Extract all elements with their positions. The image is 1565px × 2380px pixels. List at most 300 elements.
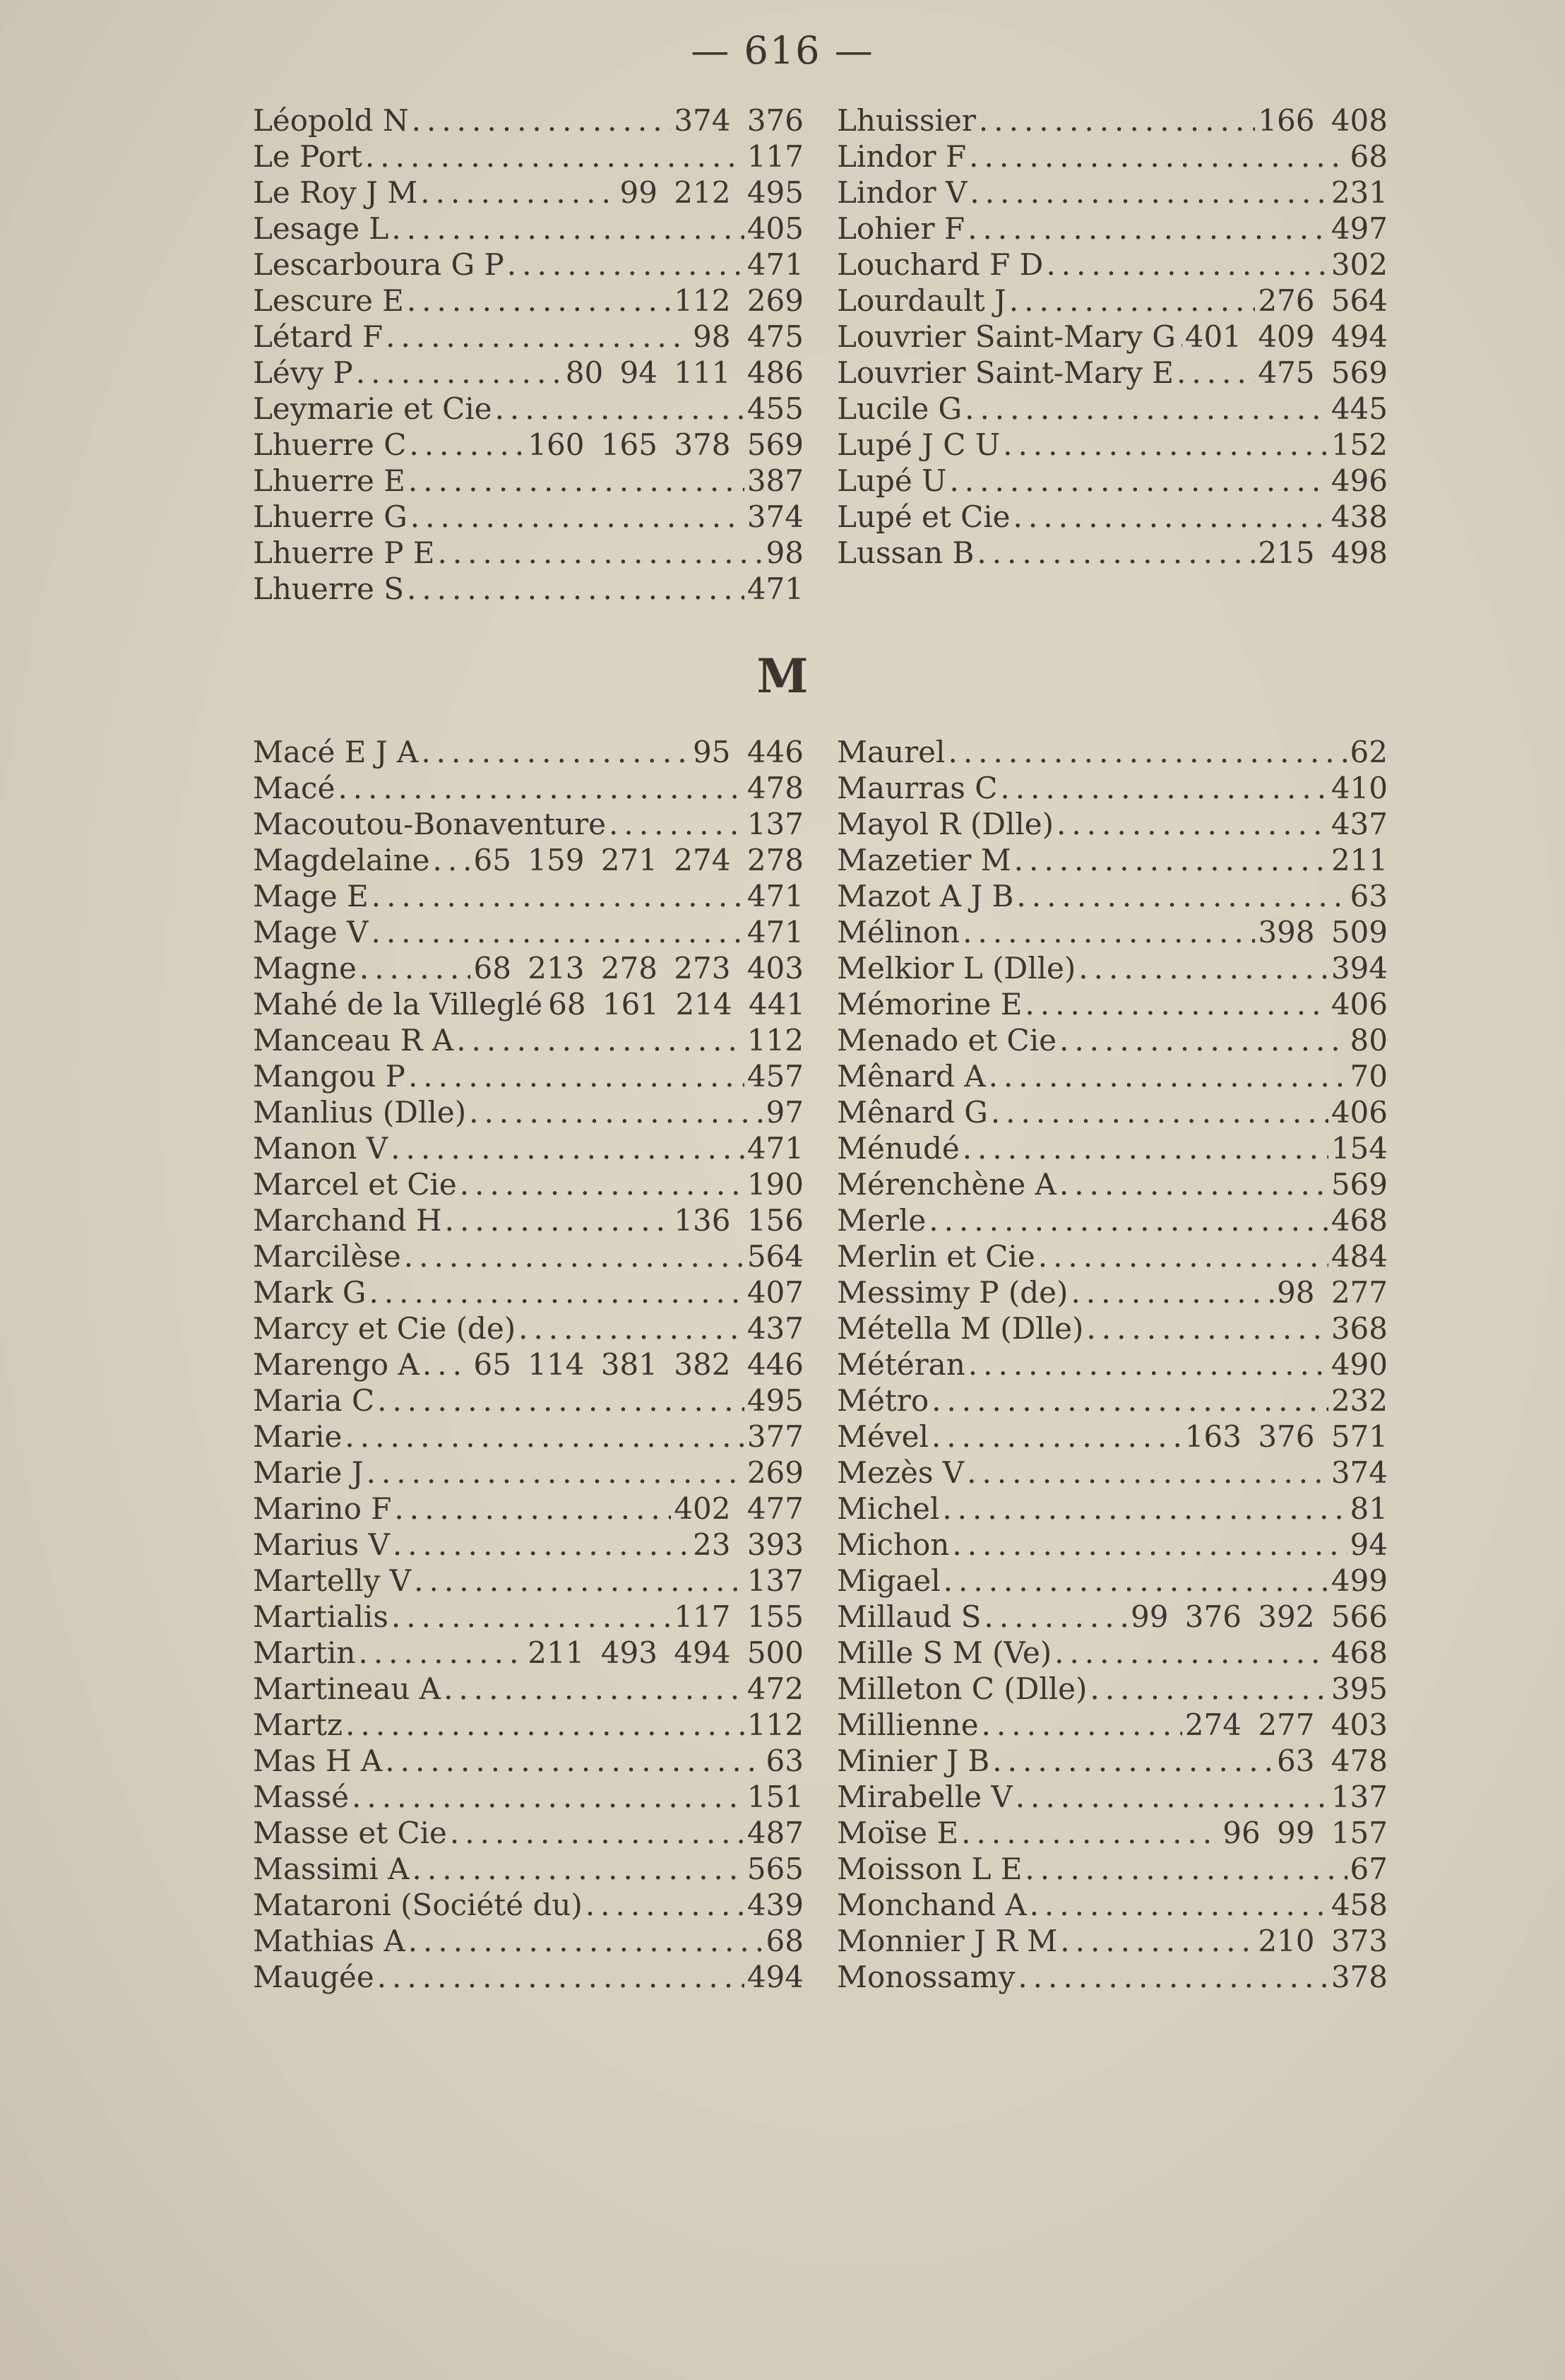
index-entry [837, 283, 1388, 319]
entry-pages: 569 [1331, 1167, 1388, 1202]
entry-pages: 68 161 214 441 [548, 987, 806, 1022]
entry-name: Merle [837, 1203, 927, 1238]
dot-leader [352, 1779, 744, 1815]
index-entry [253, 842, 804, 878]
index-entry [837, 1959, 1388, 1995]
index-entry [253, 1202, 804, 1238]
index-entry [837, 174, 1388, 211]
dot-leader [408, 463, 744, 499]
dot-leader [359, 950, 471, 986]
index-entry [837, 1851, 1388, 1887]
entry-name: Louchard F D [837, 247, 1044, 282]
entry-pages: 112 269 [674, 283, 804, 318]
entry-pages: 439 [746, 1888, 804, 1922]
entry-pages: 496 [1331, 463, 1388, 498]
entry-pages: 163 376 571 [1184, 1419, 1388, 1454]
entry-name: Lhuerre C [253, 427, 407, 462]
dot-leader [1179, 319, 1182, 355]
entry-pages: 190 [746, 1167, 804, 1202]
dot-leader [377, 1383, 744, 1419]
dot-leader [1060, 1923, 1255, 1959]
entry-pages: 231 [1331, 175, 1388, 210]
entry-pages: 166 408 [1258, 103, 1388, 138]
index-entry [837, 950, 1388, 986]
index-entry [837, 1130, 1388, 1166]
dot-leader [1014, 842, 1328, 878]
dot-leader [949, 463, 1328, 499]
index-entry [837, 1419, 1388, 1455]
entry-name: Mélinon [837, 915, 960, 949]
dot-leader [979, 102, 1255, 138]
entry-name: Marchand H [253, 1203, 442, 1238]
index-entry [837, 1310, 1388, 1346]
entry-pages: 468 [1331, 1635, 1388, 1670]
entry-name: Moïse E [837, 1816, 959, 1850]
entry-name: Magdelaine [253, 843, 430, 877]
entry-pages: 394 [1331, 951, 1388, 985]
index-entry [253, 138, 804, 174]
entry-name: Martin [253, 1635, 356, 1670]
dot-leader [391, 211, 744, 247]
dot-leader [358, 1635, 525, 1671]
entry-pages: 23 393 [693, 1527, 804, 1562]
entry-pages: 95 446 [693, 735, 804, 769]
entry-name: Mage E [253, 879, 369, 913]
dot-leader [952, 1527, 1347, 1563]
index-entry [837, 319, 1388, 355]
dot-leader [391, 1130, 744, 1166]
dot-leader [393, 1527, 690, 1563]
index-entry [837, 1563, 1388, 1599]
index-entry [253, 1599, 804, 1635]
index-entry [253, 806, 804, 842]
entry-pages: 65 159 271 274 278 [473, 843, 804, 877]
section-letter: M [756, 649, 809, 704]
entry-name: Lhuerre S [253, 572, 404, 606]
dot-leader [404, 1238, 744, 1274]
dot-leader [345, 1707, 744, 1743]
entry-pages: 494 [746, 1960, 804, 1994]
entry-pages: 378 [1331, 1960, 1388, 1994]
index-entry [837, 770, 1388, 806]
entry-pages: 471 [746, 879, 804, 913]
dot-leader [944, 1563, 1328, 1599]
index-entry [837, 1202, 1388, 1238]
dot-leader [377, 1959, 744, 1995]
entry-pages: 564 [746, 1239, 804, 1274]
index-entry [253, 1707, 804, 1743]
entry-pages: 80 [1350, 1023, 1388, 1058]
index-entry [837, 1058, 1388, 1094]
index-entry [253, 211, 804, 247]
dot-leader [977, 535, 1255, 571]
dot-leader [1003, 427, 1328, 463]
dot-leader [371, 878, 744, 914]
entry-pages: 374 [1331, 1455, 1388, 1490]
index-entry [253, 535, 804, 571]
index-entry [253, 1094, 804, 1130]
index-entry [253, 102, 804, 138]
index-entry [837, 1707, 1388, 1743]
entry-name: Massé [253, 1780, 350, 1814]
dot-leader [445, 1202, 672, 1238]
entry-pages: 68 213 278 273 403 [473, 951, 804, 985]
entry-name: Macoutou-Bonaventure [253, 807, 607, 841]
index-entry [253, 878, 804, 914]
entry-pages: 490 [1331, 1347, 1388, 1382]
dot-leader [518, 1310, 744, 1346]
index-entry [837, 1022, 1388, 1058]
entry-pages: 211 493 494 500 [528, 1635, 804, 1670]
index-entry [253, 1238, 804, 1274]
entry-name: Mahé de la Villeglé [253, 987, 543, 1022]
entry-name: Mémorine E [837, 987, 1023, 1022]
entry-pages: 98 475 [693, 319, 804, 354]
entry-name: Lhuerre P E [253, 535, 435, 570]
dot-leader [970, 174, 1328, 211]
index-entry [837, 1346, 1388, 1383]
entry-pages: 437 [746, 1311, 804, 1346]
entry-pages: 154 [1331, 1131, 1388, 1166]
entry-pages: 458 [1331, 1888, 1388, 1922]
entry-name: Météran [837, 1347, 965, 1382]
entry-pages: 484 [1331, 1239, 1388, 1274]
dot-leader [469, 1094, 763, 1130]
index-entry [837, 1527, 1388, 1563]
entry-pages: 472 [746, 1671, 804, 1706]
entry-name: Lescarboura G P [253, 247, 504, 282]
entry-pages: 151 [746, 1780, 804, 1814]
entry-name: Marcy et Cie (de) [253, 1311, 516, 1346]
entry-name: Lesage L [253, 211, 389, 246]
entry-name: Migael [837, 1563, 941, 1598]
entry-pages: 137 [746, 807, 804, 841]
dot-leader [942, 1491, 1347, 1527]
dot-leader [409, 427, 525, 463]
dot-leader [969, 138, 1347, 174]
dot-leader [369, 1274, 744, 1310]
entry-pages: 98 [766, 535, 804, 570]
entry-name: Lhuerre E [253, 463, 405, 498]
entry-name: Marcel et Cie [253, 1167, 457, 1202]
entry-name: Michel [837, 1491, 940, 1526]
index-entry [253, 1346, 804, 1383]
entry-name: Mage V [253, 915, 369, 949]
entry-pages: 211 [1331, 843, 1388, 877]
dot-leader [432, 842, 470, 878]
entry-pages: 65 114 381 382 446 [473, 1347, 804, 1382]
entry-name: Ménudé [837, 1131, 960, 1166]
entry-name: Martineau A [253, 1671, 441, 1706]
entry-pages: 565 [746, 1852, 804, 1886]
dot-leader [407, 571, 744, 607]
entry-name: Menado et Cie [837, 1023, 1057, 1058]
index-entry [837, 138, 1388, 174]
dot-leader [1009, 283, 1256, 319]
entry-pages: 438 [1331, 499, 1388, 534]
entry-pages: 406 [1331, 1095, 1388, 1130]
entry-name: Mênard A [837, 1059, 986, 1094]
dot-leader [444, 1671, 744, 1707]
dot-leader [507, 247, 744, 283]
index-entry [253, 1887, 804, 1923]
dot-leader [1059, 1166, 1328, 1202]
entry-name: Lucile G [837, 391, 963, 426]
entry-name: Mille S M (Ve) [837, 1635, 1052, 1670]
entry-name: Métella M (Dlle) [837, 1311, 1084, 1346]
entry-name: Lupé U [837, 463, 947, 498]
index-entry [837, 842, 1388, 878]
index-entry [837, 1599, 1388, 1635]
dot-leader [963, 1130, 1328, 1166]
index-entry [253, 247, 804, 283]
entry-pages: 63 478 [1277, 1743, 1388, 1778]
entry-name: Manon V [253, 1131, 388, 1166]
index-entry [837, 914, 1388, 950]
entry-pages: 137 [746, 1563, 804, 1598]
entry-pages: 68 [1350, 139, 1388, 174]
index-entry [837, 1815, 1388, 1851]
entry-pages: 117 155 [674, 1599, 804, 1634]
entry-name: Magne [253, 951, 357, 985]
index-entry [837, 499, 1388, 535]
entry-pages: 80 94 111 486 [565, 355, 804, 390]
index-entry [253, 1635, 804, 1671]
dot-leader [963, 914, 1255, 950]
index-entry [253, 770, 804, 806]
index-entry [837, 1383, 1388, 1419]
index-entry [837, 463, 1388, 499]
entry-name: Manlius (Dlle) [253, 1095, 467, 1130]
entry-name: Milleton C (Dlle) [837, 1671, 1088, 1706]
index-column-m-left [253, 734, 804, 1995]
entry-pages: 368 [1331, 1311, 1388, 1346]
entry-pages: 117 [746, 139, 804, 174]
entry-name: Mayol R (Dlle) [837, 807, 1054, 841]
dot-leader [365, 138, 744, 174]
entry-name: Maugée [253, 1960, 374, 1994]
dot-leader [422, 1346, 471, 1383]
index-entry [837, 1743, 1388, 1779]
dot-leader [1038, 1238, 1328, 1274]
index-entry [253, 1130, 804, 1166]
dot-leader [989, 1058, 1347, 1094]
entry-name: Maurel [837, 735, 946, 769]
dot-leader [991, 1094, 1328, 1130]
index-entry [837, 1238, 1388, 1274]
dot-leader [367, 1455, 744, 1491]
dot-leader [1177, 355, 1255, 391]
index-entry [837, 1274, 1388, 1310]
dot-leader [929, 1202, 1328, 1238]
index-entry [253, 571, 804, 607]
dot-leader [932, 1419, 1182, 1455]
index-entry [253, 950, 804, 986]
dot-leader [338, 770, 744, 806]
dot-leader [1054, 1635, 1328, 1671]
dot-leader [1016, 1779, 1328, 1815]
index-entry [253, 427, 804, 463]
entry-pages: 410 [1331, 771, 1388, 805]
entry-name: Mataroni (Société du) [253, 1888, 583, 1922]
dot-leader [1046, 247, 1328, 283]
dot-leader [420, 174, 617, 211]
entry-name: Marie [253, 1419, 343, 1454]
entry-name: Lhuissier [837, 103, 976, 138]
index-entry [253, 463, 804, 499]
entry-pages: 377 [746, 1419, 804, 1454]
entry-name: Louvrier Saint-Mary E [837, 355, 1174, 390]
dot-leader [356, 355, 563, 391]
entry-name: Lévy P [253, 355, 353, 390]
index-entry [837, 1491, 1388, 1527]
entry-pages: 160 165 378 569 [528, 427, 804, 462]
dot-leader [407, 283, 671, 319]
dot-leader [992, 1743, 1274, 1779]
index-entry [837, 1887, 1388, 1923]
entry-name: Mas H A [253, 1743, 383, 1778]
entry-pages: 407 [746, 1275, 804, 1310]
index-entry [837, 1455, 1388, 1491]
index-entry [253, 1491, 804, 1527]
dot-leader [984, 1599, 1128, 1635]
dot-leader [414, 1563, 744, 1599]
entry-pages: 63 [766, 1743, 804, 1778]
index-entry [253, 1815, 804, 1851]
dot-leader [1013, 499, 1328, 535]
entry-pages: 62 [1350, 735, 1388, 769]
dot-leader [408, 1058, 744, 1094]
index-entry [253, 499, 804, 535]
entry-name: Lohier F [837, 211, 965, 246]
entry-pages: 398 509 [1258, 915, 1388, 949]
entry-pages: 374 [746, 499, 804, 534]
entry-pages: 445 [1331, 391, 1388, 426]
entry-pages: 274 277 403 [1184, 1707, 1388, 1742]
entry-name: Minier J B [837, 1743, 990, 1778]
index-entry [837, 878, 1388, 914]
entry-pages: 210 373 [1258, 1924, 1388, 1958]
dot-leader [1090, 1671, 1328, 1707]
entry-pages: 401 409 494 [1184, 319, 1388, 354]
entry-pages: 405 [746, 211, 804, 246]
dot-leader [1025, 986, 1328, 1022]
dot-leader [961, 1815, 1220, 1851]
dot-leader [437, 535, 763, 571]
entry-name: Martelly V [253, 1563, 412, 1598]
dot-leader [345, 1419, 744, 1455]
dot-leader [1025, 1851, 1347, 1887]
dot-leader [1086, 1310, 1328, 1346]
entry-name: Maurras C [837, 771, 998, 805]
entry-name: Lindor F [837, 139, 967, 174]
entry-pages: 99 212 495 [619, 175, 804, 210]
entry-name: Manceau R A [253, 1023, 454, 1058]
entry-name: Martialis [253, 1599, 388, 1634]
entry-name: Leymarie et Cie [253, 391, 492, 426]
entry-pages: 402 477 [674, 1491, 804, 1526]
entry-pages: 455 [746, 391, 804, 426]
entry-name: Mênard G [837, 1095, 988, 1130]
entry-name: Mazetier M [837, 843, 1011, 877]
dot-leader [968, 1346, 1328, 1383]
index-entry [253, 986, 804, 1022]
entry-pages: 487 [746, 1816, 804, 1850]
dot-leader [948, 734, 1347, 770]
entry-pages: 98 277 [1277, 1275, 1388, 1310]
entry-pages: 457 [746, 1059, 804, 1094]
index-entry [837, 1923, 1388, 1959]
index-entry [253, 1058, 804, 1094]
entry-name: Marengo A [253, 1347, 419, 1382]
index-entry [837, 806, 1388, 842]
index-entry [253, 174, 804, 211]
dot-leader [1000, 770, 1328, 806]
index-column-l-left [253, 102, 804, 607]
entry-name: Léopold N [253, 103, 409, 138]
index-column-l-right [837, 102, 1388, 571]
entry-name: Monossamy [837, 1960, 1016, 1994]
dot-leader [1059, 1022, 1347, 1058]
entry-name: Millaud S [837, 1599, 982, 1634]
entry-name: Marie J [253, 1455, 364, 1490]
index-entry [837, 1166, 1388, 1202]
index-entry [253, 1022, 804, 1058]
index-entry [837, 535, 1388, 571]
entry-name: Le Port [253, 139, 362, 174]
entry-name: Létard F [253, 319, 383, 354]
entry-name: Mezès V [837, 1455, 965, 1490]
dot-leader [1016, 878, 1347, 914]
entry-pages: 471 [746, 915, 804, 949]
entry-name: Masse et Cie [253, 1816, 447, 1850]
index-entry [253, 914, 804, 950]
entry-name: Mével [837, 1419, 929, 1454]
dot-leader [968, 211, 1328, 247]
index-entry [253, 355, 804, 391]
index-entry [253, 1419, 804, 1455]
entry-name: Lupé J C U [837, 427, 1001, 462]
dot-leader [609, 806, 744, 842]
entry-pages: 478 [746, 771, 804, 805]
index-entry [837, 1094, 1388, 1130]
dot-leader [385, 1743, 763, 1779]
entry-name: Monchand A [837, 1888, 1027, 1922]
entry-name: Macé [253, 771, 335, 805]
entry-pages: 395 [1331, 1671, 1388, 1706]
index-entry [253, 319, 804, 355]
index-entry [253, 1274, 804, 1310]
dot-leader [408, 1923, 763, 1959]
index-entry [253, 1383, 804, 1419]
entry-name: Marcilèse [253, 1239, 401, 1274]
index-column-m-right [837, 734, 1388, 1995]
dot-leader [412, 102, 672, 138]
entry-name: Macé E J A [253, 735, 419, 769]
entry-name: Lupé et Cie [837, 499, 1011, 534]
entry-name: Maria C [253, 1383, 375, 1418]
index-entry [253, 1851, 804, 1887]
entry-name: Marius V [253, 1527, 390, 1562]
index-entry [253, 1743, 804, 1779]
entry-pages: 67 [1350, 1852, 1388, 1886]
entry-name: Métro [837, 1383, 929, 1418]
index-entry [253, 391, 804, 427]
entry-name: Michon [837, 1527, 950, 1562]
dot-leader [1057, 806, 1328, 842]
dot-leader [495, 391, 744, 427]
index-entry [253, 1310, 804, 1346]
